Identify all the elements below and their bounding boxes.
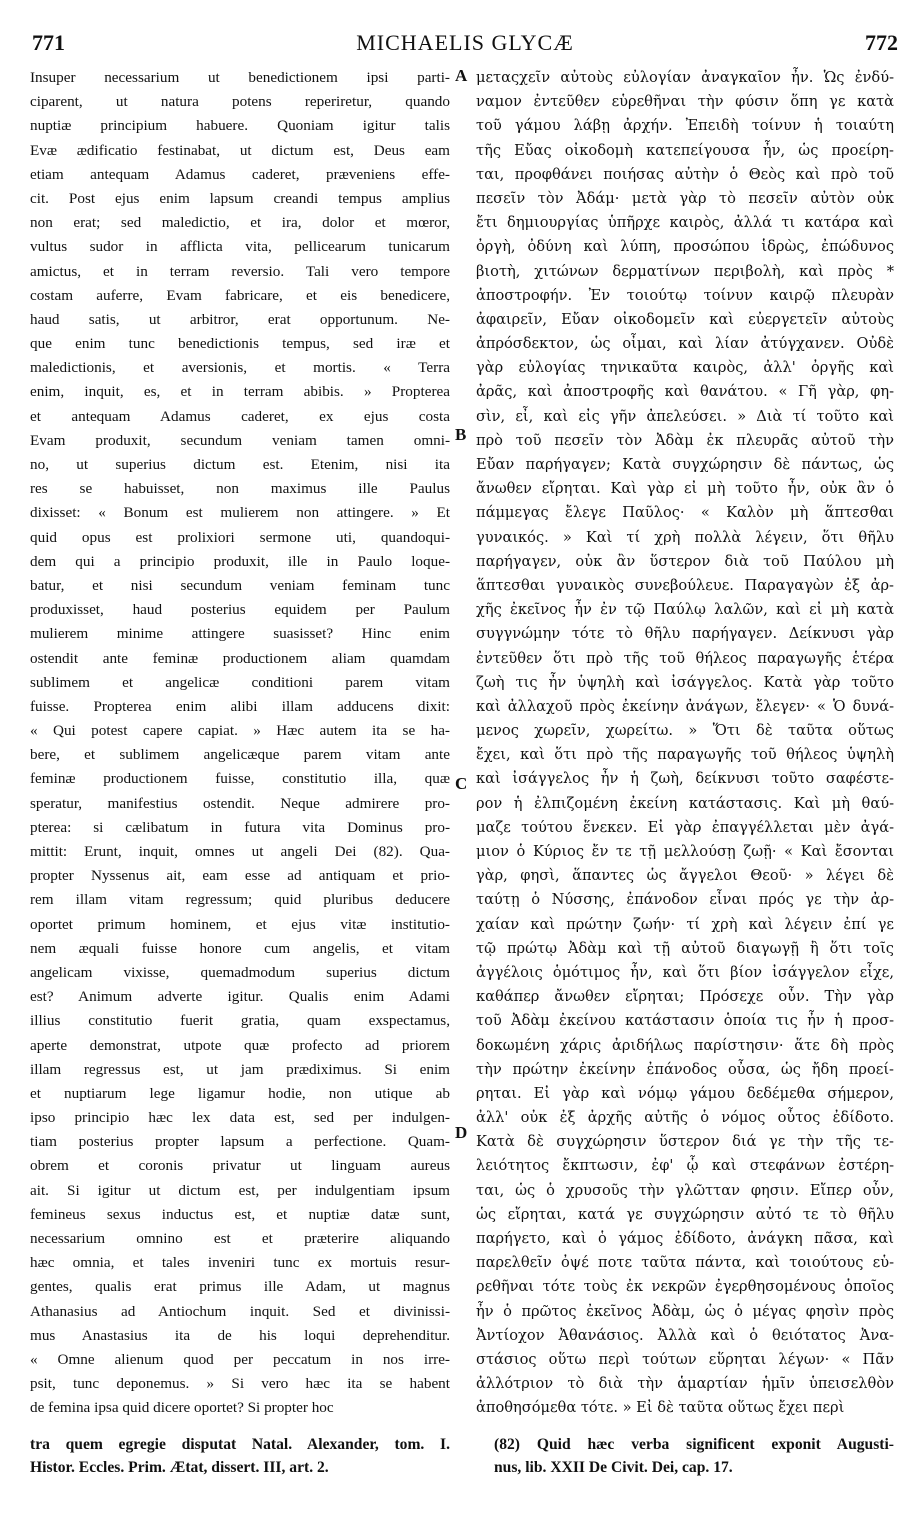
latin-text-line: dem qui a principio produxit, ille in Paulo loque- (30, 552, 450, 570)
latin-text-line: ipso principio hæc lex data est, sed per indulgen- (30, 1109, 450, 1127)
latin-text-line: Insuper necessarium ut benedictionem ipsi parti- (30, 69, 450, 86)
greek-text-line: ρον ἡ ἐλπιζομένη ἐκείνη κατάστασις. Καὶ μὴ θαύ- (476, 794, 894, 812)
greek-text-line: μιον ὁ Κύριος ἔν τε τῇ μελλούσῃ ζωῇ· « Καὶ ἔσονται (476, 843, 894, 860)
greek-text-line: παρήγετο, καὶ ὁ γάμος ἐδίδοτο, ἀνάγκη πᾶσα, καὶ (476, 1230, 894, 1247)
greek-text-line: ἅπτεσθαι γυναικὸς συνεβούλευε. Παραγαγὼν ἐξ ἀρ- (476, 576, 894, 594)
latin-text-line: gentes, qualis erat primus ille Adam, ut magnus (30, 1278, 450, 1296)
greek-text-line: ἀλλ' οὐκ ἐξ ἀρχῆς αὐτῆς ὁ νόμος οὗτος ἐδίδοτο. (476, 1109, 894, 1127)
greek-text-line: ἔχει, καὶ ὅτι πρὸ τῆς παραγωγῆς τοῦ θήλεος ὑψηλὴ (476, 746, 894, 764)
greek-text-line: τοῦ Ἀδὰμ ἐκείνου κατάστασιν ὁποία τις ἦν ἡ προσ- (476, 1012, 894, 1030)
latin-text-line: de femina ipsa quid dicere oportet? Si propter hoc (30, 1399, 334, 1417)
latin-text-line: « Qui potest capere capiat. » Hæc autem ita se ha- (30, 722, 450, 740)
greek-text-line: καὶ ἰσάγγελος ἦν ἡ ζωὴ, δείκνυσι τοῦτο σαφέστε- (476, 770, 894, 788)
latin-text-line: mittit: Erunt, inquit, omnes ut angeli Dei (82). Qua- (30, 843, 450, 860)
greek-text-line: σὶν, εἶ, καὶ εἰς γῆν ἀπελεύσει. » Διὰ τί τοῦτο καὶ (476, 407, 894, 425)
greek-text-line: χῆς ἐκεῖνος ἦν ἐν τῷ Παύλῳ λαλῶν, καὶ εἰ μὴ κατὰ (476, 601, 894, 619)
latin-text-line: etiam antequam Adamus caderet, præveniens effe- (30, 165, 450, 183)
greek-text-line: τῷ πρώτῳ Ἀδὰμ καὶ τῇ αὐτοῦ διαγωγῇ ἢ ὅτι τοῖς (476, 939, 894, 957)
greek-text-line: ὡς εἴρηται, κατά γε συγχώρησιν αὐτό τε τὸ θῆλυ (476, 1205, 894, 1223)
latin-column (30, 66, 450, 1421)
latin-text-line: sublimem et angelicæ conditioni parem vitam (30, 673, 450, 691)
greek-text-line: πάμμεγας ἔλεγε Παῦλος· « Καλὸν μὴ ἅπτεσθαι (476, 504, 894, 522)
latin-text-line: non erat; sed maledictio, et ira, dolor et mœror, (30, 214, 450, 232)
greek-text-line: πρὸ τοῦ πεσεῖν τὸν Ἀδὰμ ἐκ πλευρᾶς αὐτοῦ τὴν (476, 431, 894, 449)
greek-text-line: ἦν ὁ πρῶτος ἐκεῖνος Ἀδὰμ, ὡς ὁ μέγας φησὶν πρὸς (476, 1302, 894, 1320)
greek-text-line: ρηται. Εἰ γὰρ καὶ νόμῳ γάμου δεδέμεθα σήμερον, (476, 1084, 894, 1102)
latin-text-line: cit. Post ejus enim lapsum creandi tempus amplius (30, 189, 450, 207)
greek-text-line: ἀπρόσδεκτον, ὡς οἶμαι, καὶ λίαν ἀτύγχανεν. Οὐδὲ (476, 335, 894, 353)
footnote-right-line: nus, lib. XXII De Civit. Dei, cap. 17. (494, 1459, 733, 1477)
greek-text-line: χαίαν καὶ πρώτην ζωήν· τί χρὴ καὶ λέγειν ἐπί γε (476, 915, 894, 933)
greek-text-line: ἀλλότριον τὸ διὰ τὴν ἁμαρτίαν ἡμῖν ὑπεισελθὸν (476, 1375, 894, 1393)
greek-text-line: καὶ ἀλλαχοῦ πρὸς ἐκείνην ἀνάγων, ἔλεγεν· « Ὁ δυνά- (476, 697, 894, 715)
greek-text-line: μαζε τούτου ἕνεκεν. Εἰ γὰρ ἐπαγγέλλεται μὲν ἀγά- (476, 818, 894, 836)
latin-text-line: costam auferre, Evam fabricare, et eis benedicere, (30, 286, 450, 304)
running-title: MICHAELIS GLYCÆ (356, 30, 574, 55)
greek-text-line: ἐντεῦθεν ὅτι πρὸ τῆς τοῦ θήλεος παραγωγῆς ἑτέρα (476, 649, 894, 667)
latin-text-line: psit, tunc deponemus. » Si vero hæc ita se habent (30, 1375, 450, 1393)
footnote-left-line: Histor. Eccles. Prim. Ætat, dissert. III, art. 2. (30, 1459, 329, 1477)
latin-text-line: speratur, manifestius ostendit. Neque admirere pro- (30, 794, 450, 812)
greek-text-line: Εὔαν παρήγαγεν; Κατὰ συγχώρησιν δὲ πάντως, ὡς (476, 456, 894, 473)
page-number-right: 772 (865, 30, 898, 55)
greek-text-line: βιοτὴ, χιτώνων δερματίνων περιβολὴ, καὶ πρὸς * (476, 262, 894, 280)
latin-text-line: aperte demonstrat, utpote quæ profecto ad priorem (30, 1036, 450, 1054)
footnote-right-line: (82) Quid hæc verba significent exponit Augusti- (494, 1436, 894, 1453)
greek-text-line: μεταςχεῖν αὐτοὺς εὐλογίαν ἀναγκαῖον ἦν. Ὡς ἐνδύ- (476, 69, 894, 86)
latin-text-line: no, ut superius dictum est. Etenim, nisi ita (30, 456, 450, 473)
latin-text-line: oportet primum hominem, et ejus vitæ institutio- (30, 915, 450, 933)
greek-text-line: παρελθεῖν ὀψέ ποτε ταῦτα πάντα, καὶ τοιούτους εὑ- (476, 1254, 894, 1272)
latin-text-line: ciparent, ut natura potens reperiretur, quando (30, 93, 450, 111)
latin-text-line: hæc omnia, et tales inveniri tunc ex mortuis resur- (30, 1254, 450, 1272)
latin-text-line: quid opus est prolixiori sermone uti, quandoqui- (30, 528, 450, 546)
latin-text-line: femineus sexus inductus est, et nuptiæ datæ sunt, (30, 1205, 450, 1223)
section-marker-c: C (455, 774, 468, 793)
greek-text-line: ἀποστροφήν. Ἐν τοιούτῳ τοίνυν καιρῷ πλευρὰν (476, 286, 894, 304)
latin-text-line: batur, et nisi secundum veniam feminam tunc (30, 576, 450, 594)
latin-text-line: est? Animum adverte igitur. Qualis enim Adami (30, 988, 450, 1006)
greek-column (476, 66, 894, 1421)
latin-text-line: ostendit ante feminæ productionem aliam quamdam (30, 649, 450, 667)
greek-text-line: ναμον ἐντεῦθεν εὑρεθῆναι τὴν φύσιν ὅπη γε κατὰ (476, 93, 894, 111)
latin-text-line: « Omne alienum quod per peccatum in nos irre- (30, 1350, 450, 1368)
latin-text-line: mus Anastasius ita de his loqui deprehenditur. (30, 1326, 450, 1344)
latin-text-line: dixisset: « Bonum est mulierem non attingere. » Et (30, 504, 450, 522)
greek-text-line: Κατὰ δὲ συγχώρησιν ὕστερον διά γε τὴν τῆς τε- (476, 1133, 894, 1151)
greek-text-line: ρεθῆναι τότε τοὺς ἐκ νεκρῶν ἐγερθησομένους ὁποῖος (476, 1278, 894, 1296)
running-header (32, 30, 898, 64)
latin-text-line: haud satis, ut arbitror, erat opportunum. Ne- (30, 310, 450, 328)
greek-text-line: ἀφαιρεῖν, Εὔαν οἰκοδομεῖν καὶ εὐεργετεῖν αὐτοὺς (476, 310, 894, 328)
latin-text-line: tiam posterius propter lapsum a perfectione. Quam- (30, 1133, 450, 1151)
greek-text-line: μενος χωρεῖν, χωρείτω. » Ὅτι δὲ ταῦτα οὕτως (476, 722, 894, 740)
latin-text-line: angelicam vixisse, quemadmodum superius dictum (30, 963, 450, 981)
greek-text-line: γυναικός. » Καὶ τί χρὴ πολλὰ λέγειν, ὅτι θῆλυ (476, 528, 894, 546)
latin-text-line: et antequam Adamus caderet, ex ejus costa (30, 407, 450, 425)
latin-text-line: feminæ productionem fuisse, constitutio illa, quæ (30, 770, 450, 788)
latin-text-line: illius constitutio fuerit gratia, quam exspectamus, (30, 1012, 450, 1030)
latin-text-line: produxisset, haud posterius equidem per Paulum (30, 601, 450, 619)
greek-text-line: παρήγαγεν, οὐκ ἂν ὕστερον διὰ τοῦ Παύλου μὴ (476, 552, 894, 570)
latin-text-line: fuisse. Propterea enim alibi illam adducens dixit: (30, 697, 450, 715)
greek-text-line: συγγνώμην τότε τὸ θῆλυ παρήγαγεν. Δείκνυσι γὰρ (476, 625, 894, 643)
section-marker-b: B (455, 425, 467, 444)
page-number-left: 771 (32, 30, 65, 55)
latin-text-line: nuptiæ principium habuere. Quoniam igitur talis (30, 117, 450, 135)
latin-text-line: rem illam vitam regressum; quid pluribus deducere (30, 891, 450, 909)
latin-text-line: obrem et coronis privatur ut linguam aureus (30, 1157, 450, 1175)
greek-text-line: ἔτι δημιουργίας ὑπῆρχε καιρὸς, ἀλλά τι κατάρα καὶ (476, 214, 894, 232)
latin-text-line: amictus, et in terram reversio. Tali vero tempore (30, 262, 450, 280)
greek-text-line: ταύτῃ ὁ Νύσσης, ἐπάνοδον εἶναι πρός γε τὴν ἀρ- (476, 891, 894, 909)
latin-text-line: illam regressus est, ut jam prædiximus. Si enim (30, 1060, 450, 1078)
latin-text-line: Evam produxit, secundum veniam tamen omni- (30, 431, 450, 449)
section-marker-d: D (455, 1123, 468, 1142)
greek-text-line: γὰρ εὐλογίας τηνικαῦτα καιρὸς, ἀλλ' ὀργῆς καὶ (476, 359, 894, 377)
footnote-right (494, 1433, 894, 1478)
greek-text-line: ἄνωθεν εἴρηται. Καὶ γὰρ εἰ μὴ τοῦτο ἦν, οὐκ ἂν ὁ (476, 480, 894, 498)
greek-text-line: πεσεῖν τὸν Ἀδάμ· μετὰ γὰρ τὸ πεσεῖν αὐτὸν οὐκ (476, 189, 894, 207)
latin-text-line: que enim tunc benedictionis tempus, sed iræ et (30, 335, 450, 353)
latin-text-line: bere, et sublimem angelicæque parem vitam ante (30, 746, 450, 764)
latin-text-line: necessarium omnino est et præterire aliquando (30, 1230, 450, 1247)
greek-text-line: ζωὴ τις ἦν ὑψηλὴ καὶ ἰσάγγελος. Κατὰ γὰρ τοῦτο (476, 673, 894, 691)
greek-text-line: Ἀντίοχον Ἀθανάσιος. Ἀλλὰ καὶ ὁ θειότατος Ἀνα- (476, 1326, 894, 1344)
latin-text-line: nem æquali fuisse honore cum angelis, et vitam (30, 939, 450, 957)
greek-text-line: ται, ὡς ὁ χρυσοῦς τὴν γλῶτταν φησιν. Εἴπερ οὖν, (476, 1181, 894, 1199)
greek-text-line: τοῦ γάμου λάβῃ ἀρχήν. Ἐπειδὴ τοίνυν ἡ τοιαύτη (476, 117, 894, 135)
footnote-left-line: tra quem egregie disputat Natal. Alexander, tom. I. (30, 1436, 450, 1453)
latin-text-line: mulierem minime attingere suasisset? Hinc enim (30, 625, 450, 643)
greek-text-line: τῆς Εὔας οἰκοδομὴ κατεπείγουσα ἦν, ὡς προείρη- (476, 141, 894, 159)
latin-text-line: Evæ ædificatio festinabat, ut dictum est, Deus eam (30, 141, 450, 159)
greek-text-line: δοκωμένη χάρις ἀριδήλως παρίστησιν· ἅτε δὴ πρὸς (476, 1036, 894, 1054)
greek-text-line: ὀργὴ, ὀδύνη καὶ λύπη, προσώπου ἱδρὼς, ἐπώδυνος (476, 238, 894, 256)
latin-text-line: et nuptiarum lege ligamur hodie, non utique ab (30, 1084, 450, 1102)
latin-text-line: res se habuisset, non maximus ille Paulus (30, 480, 450, 498)
greek-text-line: στάσιος οὕτω περὶ τούτων εὕρηται λέγων· « Πᾶν (476, 1350, 894, 1368)
greek-text-line: καθάπερ ἄνωθεν εἴρηται; Πρόσεχε οὖν. Τὴν γὰρ (476, 988, 894, 1006)
latin-text-line: maledictionis, et aversionis, et mortis. « Terra (30, 359, 450, 377)
greek-text-line: γὰρ, φησὶ, ἅπαντες ὡς ἄγγελοι Θεοῦ· » λέγει δὲ (476, 867, 894, 885)
latin-text-line: pterea: si cælibatum in futura vita Dominus pro- (30, 818, 450, 836)
latin-text-line: vultus sudor in afflicta vita, pellicearum tunicarum (30, 238, 450, 256)
latin-text-line: ait. Si igitur ut dictum est, per indulgentiam ipsum (30, 1181, 450, 1199)
latin-text-line: Athanasius ad Antiochum inquit. Sed et divinissi- (30, 1302, 450, 1320)
footnote-left (30, 1433, 450, 1478)
greek-text-line: ἀποθησόμεθα τότε. » Εἰ δὲ ταῦτα οὕτως ἔχει περὶ (476, 1399, 845, 1417)
latin-text-line: enim, inquit, es, et in terram abibis. » Propterea (30, 383, 450, 401)
section-marker-a: A (455, 66, 468, 85)
greek-text-line: τὴν πρώτην ἐκείνην ἐπάνοδος οὖσα, ὡς ἤδη προεί- (476, 1060, 894, 1078)
greek-text-line: λειότητος ἔκπτωσιν, ἐφ' ᾧ καὶ στεφάνων ἐστέρη- (476, 1157, 894, 1175)
latin-text-line: propter Nyssenus ait, eam esse ad antiquam et prio- (30, 867, 450, 885)
greek-text-line: ἀγγέλοις ὁμότιμος ἦν, καὶ ὅτι βίον ἰσάγγελον εἶχε, (476, 963, 894, 981)
greek-text-line: ἀρᾶς, καὶ ἀποστροφῆς καὶ θανάτου. « Γῆ γὰρ, φη- (476, 383, 894, 401)
greek-text-line: ται, προφθάνει ποιήσας αὐτὴν ὁ Θεὸς καὶ πρὸ τοῦ (476, 165, 894, 183)
